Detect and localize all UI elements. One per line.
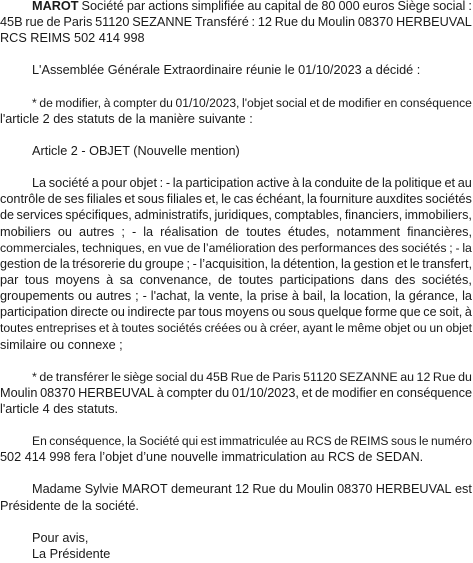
object-line-5: commerciales, techniques, en vue de l’amélioration des performances des sociétés ; - la xyxy=(0,240,472,255)
consequence-line-2: 502 414 998 fera l’objet d’une nouvelle immatriculation au RCS de SEDAN. xyxy=(0,450,424,465)
header-line-3: RCS REIMS 502 414 998 xyxy=(0,31,145,46)
object-line-2: contrôle de ses filiales et sous filiales et, le cas échéant, la fourniture auxdites sociétés xyxy=(0,192,472,207)
object-line-3: de services spécifiques, administratifs, juridiques, comptables, financiers, immobiliers, xyxy=(0,208,472,223)
object-line-10: toutes entreprises et à toutes sociétés créées ou à créer, ayant le même objet ou un objet xyxy=(0,321,472,336)
decision2-line-2: Moulin 08370 HERBEUVAL à compter du 01/10/2023, et de modifier en conséquence xyxy=(0,385,472,400)
object-line-7: par tous moyens à sa convenance, de toutes participations dans des sociétés, xyxy=(0,273,472,287)
closing: Pour avis, xyxy=(32,530,89,545)
decision1-line-2: l'article 2 des statuts de la manière suivante : xyxy=(0,111,253,126)
decision2-line-3: l'article 4 des statuts. xyxy=(0,402,119,416)
company-name: MAROT xyxy=(32,0,79,13)
object-line-9: participation directe ou indirecte par tous moyens ou sous quelque forme que ce soit, à xyxy=(0,305,472,320)
object-line-8: groupements ou autres ; - l'achat, la vente, la prise à bail, la location, la gérance, la xyxy=(0,289,472,304)
decision2-line-1: * de transférer le siège social du 45B Rue de Paris 51120 SEZANNE au 12 Rue du xyxy=(32,369,472,384)
decision1-line-1: * de modifier, à compter du 01/10/2023, l'objet social et de modifier en conséquence xyxy=(32,95,472,110)
signatory: La Présidente xyxy=(32,546,111,561)
object-line-1: La société a pour objet : - la participation active à la conduite de la politique et au xyxy=(32,176,472,191)
header-line-2: 45B rue de Paris 51120 SEZANNE Transféré : 12 Rue du Moulin 08370 HERBEUVAL xyxy=(0,15,472,30)
object-line-4: mobiliers ou autres ; - la réalisation de toutes études, notamment financières, xyxy=(0,224,472,239)
assembly-sentence: L'Assemblée Générale Extraordinaire réunie le 01/10/2023 a décidé : xyxy=(32,63,421,78)
object-line-6: gestion de la trésorerie du groupe ; - l’acquisition, la détention, la gestion et le transfert, xyxy=(0,256,472,271)
president-line-1: Madame Sylvie MAROT demeurant 12 Rue du Moulin 08370 HERBEUVAL est xyxy=(32,482,472,497)
president-line-2: Présidente de la société. xyxy=(0,498,139,513)
header-line-1: MAROT Société par actions simplifiée au capital de 80 000 euros Siège social : xyxy=(32,0,472,13)
article-heading: Article 2 - OBJET (Nouvelle mention) xyxy=(32,143,240,158)
object-line-11: similaire ou connexe ; xyxy=(0,337,123,352)
consequence-line-1: En conséquence, la Société qui est immatriculée au RCS de REIMS sous le numéro xyxy=(32,434,472,449)
